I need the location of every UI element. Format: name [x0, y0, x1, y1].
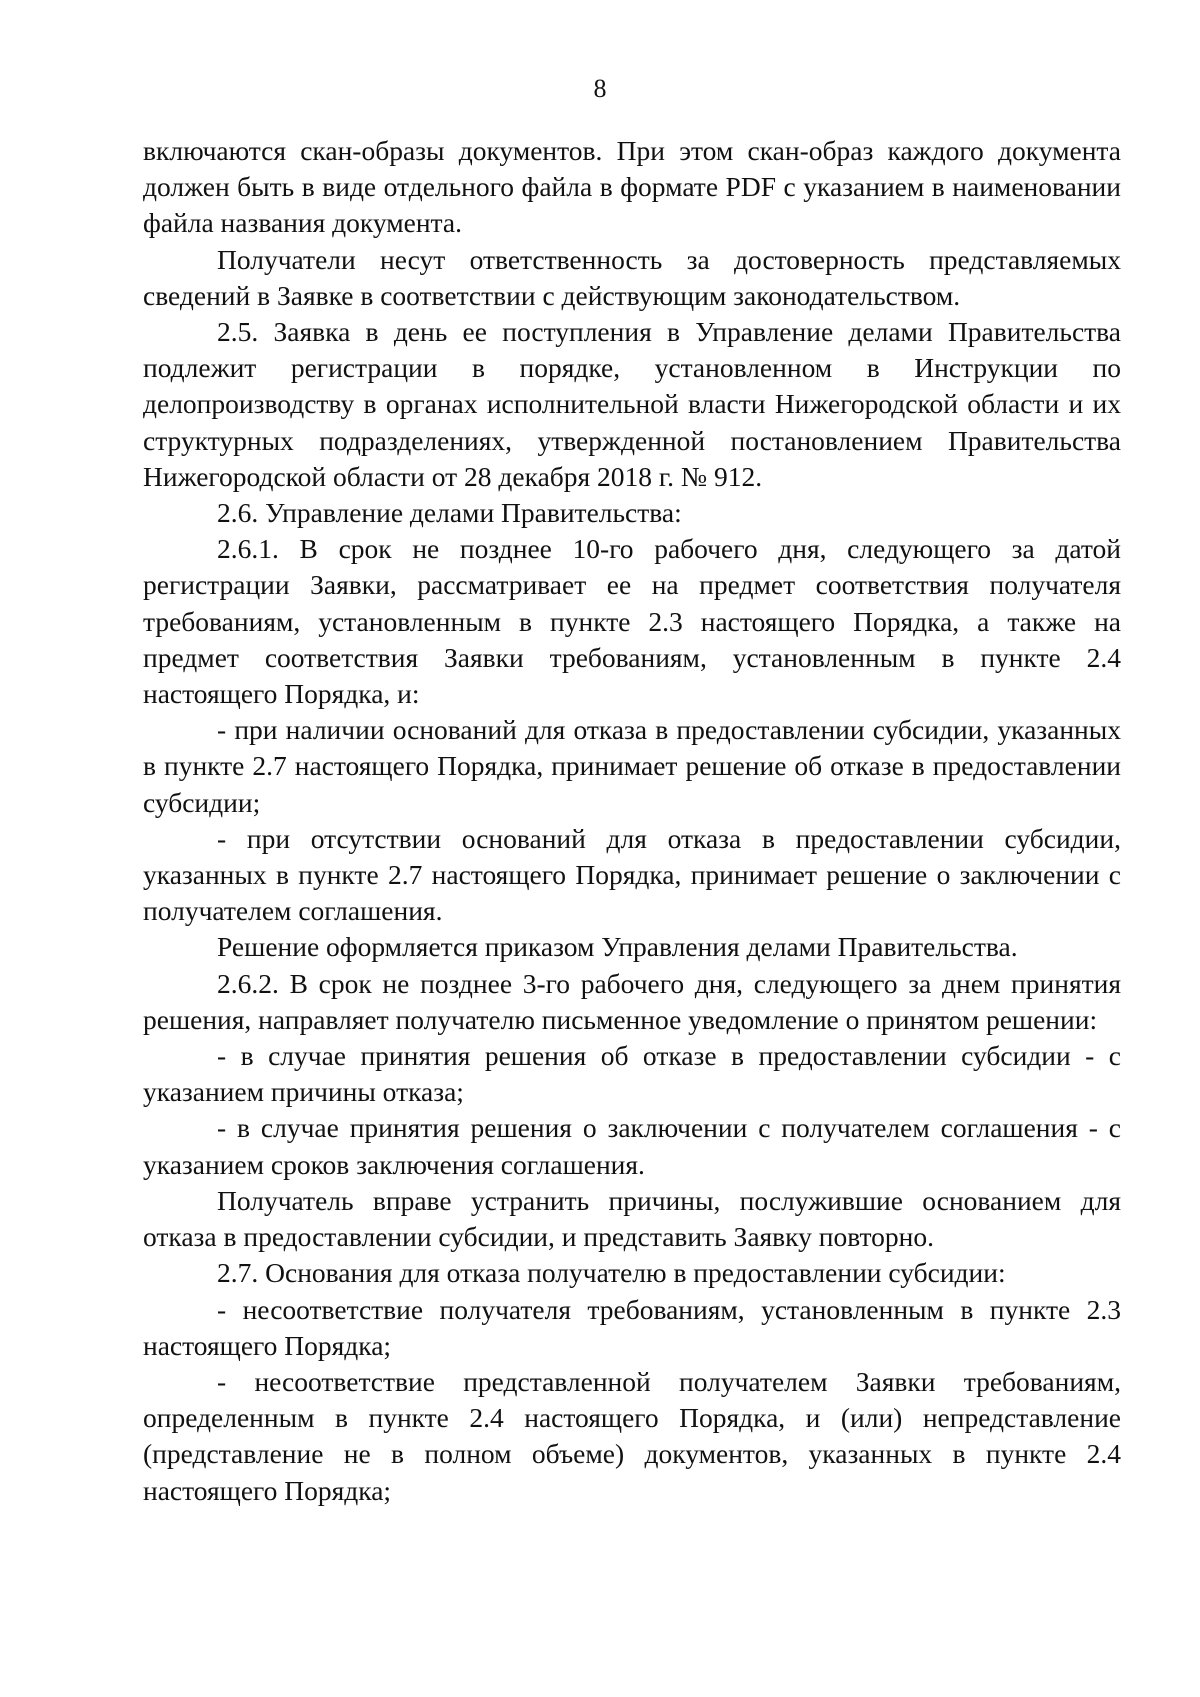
- paragraph-2-6-2: 2.6.2. В срок не позднее 3-го рабочего дня, следующего за днем принятия решения, направляет получателю письменное уведомление о принятом решении:: [143, 967, 1121, 1035]
- list-item: - несоответствие представленной получателем Заявки требованиям, определенным в пункте 2.4 настоящего Порядка, и (или) непредставление (представление не в полном объеме) документов, указанных в пункте 2.4 настоящего Порядка;: [143, 1365, 1121, 1506]
- paragraph: Получатель вправе устранить причины, послужившие основанием для отказа в предоставлении субсидии, и представить Заявку повторно.: [143, 1184, 1121, 1253]
- paragraph: Получатели несут ответственность за достоверность представляемых сведений в Заявке в соответствии с действующим законодательством.: [143, 243, 1121, 311]
- paragraph-2-7: 2.7. Основания для отказа получателю в предоставлении субсидии:: [217, 1257, 1006, 1289]
- paragraph-2-6: 2.6. Управление делами Правительства:: [217, 497, 682, 529]
- page-number: 8: [593, 74, 607, 103]
- paragraph-continuation: включаются скан-образы документов. При этом скан-образ каждого документа должен быть в виде отдельного файла в формате PDF с указанием в наименовании файла названия документа.: [143, 135, 1121, 239]
- list-item: - несоответствие получателя требованиям, установленным в пункте 2.3 настоящего Порядка;: [143, 1293, 1121, 1361]
- list-item: - при отсутствии оснований для отказа в предоставлении субсидии, указанных в пункте 2.7 настоящего Порядка, принимает решение о заключении с получателем соглашения.: [143, 822, 1121, 927]
- paragraph-2-6-1: 2.6.1. В срок не позднее 10-го рабочего дня, следующего за датой регистрации Заявки, рассматривает ее на предмет соответствия получателя требованиям, установленным в пункте 2.3 настоящего Порядка, а также на предмет соответствия Заявки требованиям, установленным в пункте 2.4 настоящего Порядка, и:: [143, 533, 1121, 710]
- paragraph: Решение оформляется приказом Управления делами Правительства.: [217, 931, 1018, 963]
- list-item: - при наличии оснований для отказа в предоставлении субсидии, указанных в пункте 2.7 настоящего Порядка, принимает решение об отказе в предоставлении субсидии;: [143, 714, 1121, 818]
- list-item: - в случае принятия решения о заключении с получателем соглашения - с указанием сроков заключения соглашения.: [143, 1112, 1121, 1180]
- paragraph-2-5: 2.5. Заявка в день ее поступления в Управление делами Правительства подлежит регистрации в порядке, установленном в Инструкции по делопроизводству в органах исполнительной власти Нижегородской области и их структурных подразделениях, утвержденной постановлением Правительства Нижегородской области от 28 декабря 2018 г. № 912.: [143, 316, 1121, 492]
- list-item: - в случае принятия решения об отказе в предоставлении субсидии - с указанием причины отказа;: [143, 1040, 1121, 1108]
- document-body: [143, 133, 1121, 1509]
